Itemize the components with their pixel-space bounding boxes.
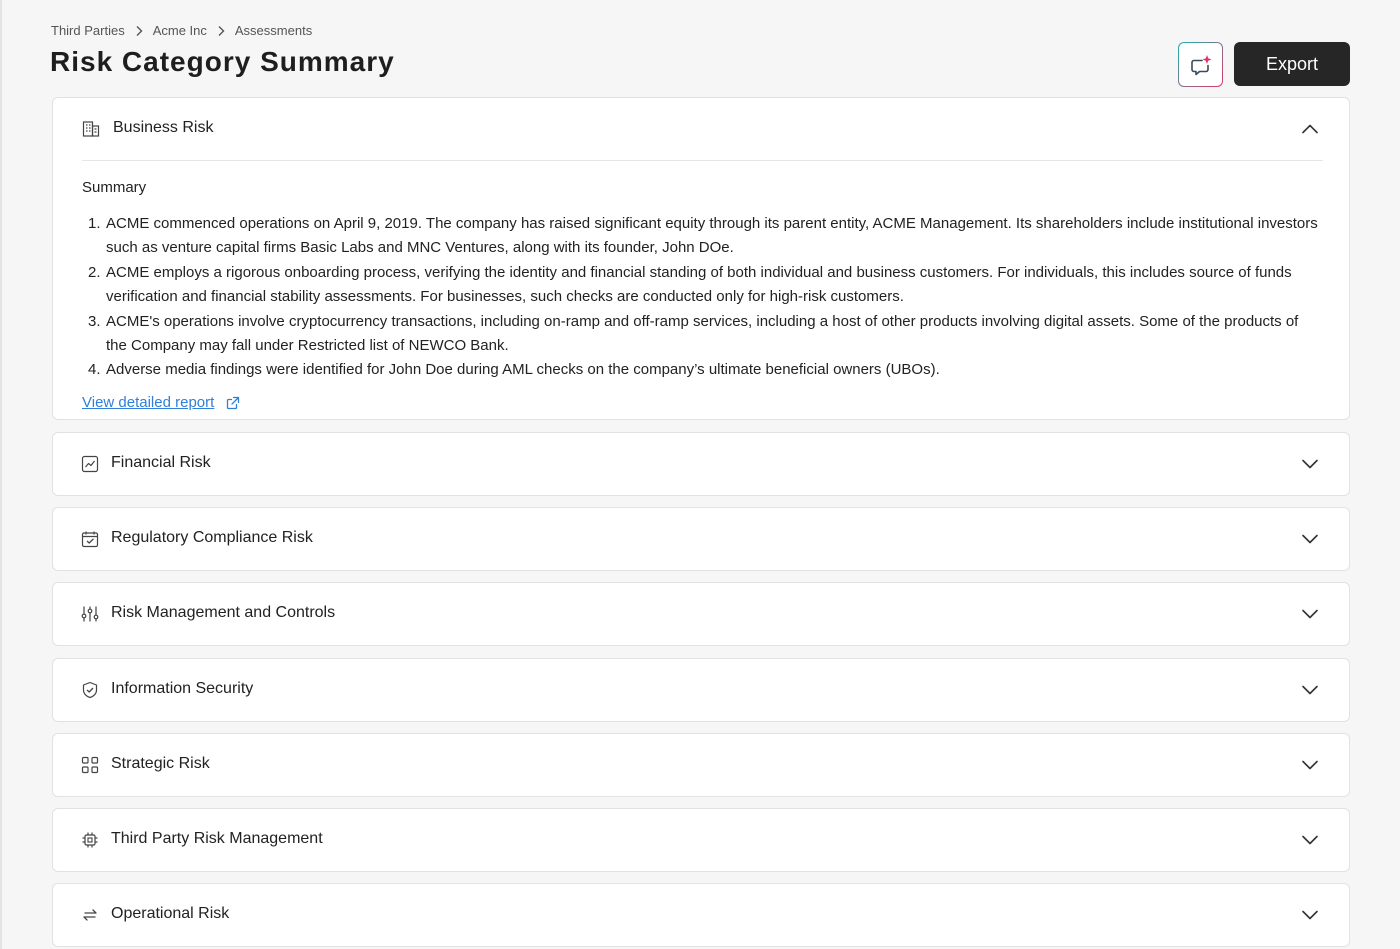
accordion-header-regulatory-compliance-risk[interactable]: [53, 508, 1349, 570]
chevron-down-icon[interactable]: [1301, 906, 1319, 924]
export-button[interactable]: Export: [1234, 42, 1350, 86]
chevron-right-icon: [125, 25, 153, 37]
link-label: View detailed report: [82, 394, 215, 411]
breadcrumb-acme-inc[interactable]: Acme Inc: [152, 23, 207, 38]
chart-line-icon: [81, 455, 99, 473]
accordion-header-third-party-risk-management[interactable]: [53, 809, 1349, 871]
accordion-financial-risk: [52, 432, 1350, 496]
accordion-header-strategic-risk[interactable]: [53, 734, 1349, 796]
accordion-title: Regulatory Compliance Risk: [111, 529, 313, 546]
accordion-title: Strategic Risk: [111, 755, 210, 772]
chevron-down-icon[interactable]: [1301, 681, 1319, 699]
chevron-down-icon[interactable]: [1301, 605, 1319, 623]
accordion-regulatory-compliance-risk: [52, 507, 1350, 571]
accordion-information-security: [52, 658, 1350, 722]
shield-check-icon: [81, 681, 99, 699]
accordion-third-party-risk-management: [52, 808, 1350, 872]
accordion-risk-management-controls: [52, 582, 1350, 646]
summary-heading: Summary: [82, 179, 147, 196]
accordion-header-financial-risk[interactable]: [53, 433, 1349, 495]
arrows-exchange-icon: [81, 906, 99, 924]
chat-sparkle-icon: [1189, 53, 1213, 77]
chevron-right-icon: [207, 25, 235, 37]
divider: [82, 160, 1323, 161]
chevron-down-icon[interactable]: [1301, 530, 1319, 548]
list-item: 3. ACME's operations involve cryptocurrency transactions, including on-ramp and off-ramp services, including a host of other products involving digital assets. Some of the products of the Company may fall under Restricted list of NEWCO Bank.: [88, 312, 1299, 355]
ai-assistant-button[interactable]: [1178, 42, 1223, 87]
external-link-icon: [226, 396, 240, 410]
chip-icon: [81, 831, 99, 849]
building-icon: [82, 120, 100, 138]
accordion-title: Operational Risk: [111, 905, 230, 922]
breadcrumb: [51, 23, 312, 38]
accordion-title: Business Risk: [113, 119, 214, 136]
list-item: 2. ACME employs a rigorous onboarding process, verifying the identity and financial standing of both individual and business customers. For individuals, this includes source of funds verification and financial stability assessments. For businesses, such checks are conducted only for high-risk customers.: [88, 263, 1292, 306]
accordion-header-information-security[interactable]: [53, 659, 1349, 721]
breadcrumb-assessments[interactable]: Assessments: [234, 23, 313, 38]
accordion-title: Third Party Risk Management: [111, 830, 323, 847]
accordion-header-risk-management-controls[interactable]: [53, 583, 1349, 645]
accordion-title: Information Security: [111, 680, 254, 697]
page-header: [50, 0, 1350, 98]
accordion-business-risk: [52, 97, 1350, 420]
chevron-down-icon[interactable]: [1301, 455, 1319, 473]
view-detailed-report-link[interactable]: [82, 394, 240, 411]
accordion-operational-risk: [52, 883, 1350, 947]
accordion-title: Risk Management and Controls: [111, 604, 336, 621]
accordion-strategic-risk: [52, 733, 1350, 797]
left-border: [0, 0, 2, 949]
page-title: Risk Category Summary: [50, 46, 395, 77]
list-item: 4. Adverse media findings were identified for John Doe during AML checks on the company’s ultimate beneficial owners (UBOs).: [88, 361, 940, 379]
chevron-up-icon[interactable]: [1301, 120, 1319, 138]
sliders-icon: [81, 605, 99, 623]
chevron-down-icon[interactable]: [1301, 831, 1319, 849]
chevron-down-icon[interactable]: [1301, 756, 1319, 774]
calendar-check-icon: [81, 530, 99, 548]
list-item: 1. ACME commenced operations on April 9, 2019. The company has raised significant equity through its parent entity, ACME Management. Its shareholders include institutional investors such as venture capital firms Basic Labs and MNC Ventures, along with its founder, John DOe.: [88, 215, 1318, 257]
accordion-header-operational-risk[interactable]: [53, 884, 1349, 946]
accordion-title: Financial Risk: [111, 454, 211, 471]
accordion-header-business-risk[interactable]: [53, 98, 1349, 160]
grid-icon: [81, 756, 99, 774]
summary-list: [82, 212, 1322, 383]
breadcrumb-third-parties[interactable]: Third Parties: [51, 23, 125, 38]
